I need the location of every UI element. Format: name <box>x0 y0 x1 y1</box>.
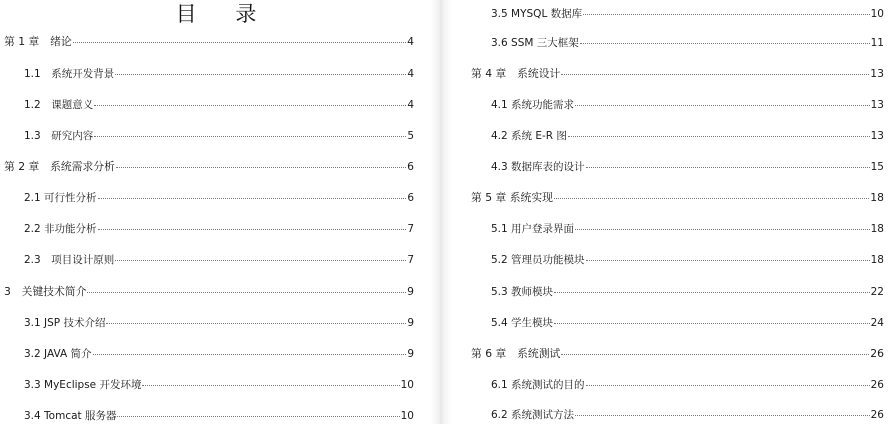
toc-entry-page: 26 <box>870 379 884 391</box>
toc-entry-page: 10 <box>870 8 884 20</box>
dot-leader <box>87 292 406 293</box>
toc-entry-label: 5.4 学生模块 <box>491 317 554 329</box>
toc-entry-page: 9 <box>407 348 414 360</box>
dot-leader <box>115 260 406 261</box>
toc-entry[interactable] <box>491 98 884 112</box>
toc-entry-page: 18 <box>870 223 884 235</box>
toc-entry-label: 3 关键技术简介 <box>4 285 87 298</box>
dot-leader <box>561 74 869 75</box>
toc-entry[interactable] <box>24 409 414 423</box>
toc-entry[interactable] <box>491 316 884 330</box>
toc-entry[interactable] <box>4 285 414 299</box>
toc-entry-label: 第 6 章 系统测试 <box>471 347 561 360</box>
toc-entry-label: 1.1 系统开发背景 <box>24 68 115 80</box>
toc-entry-page: 18 <box>870 191 884 204</box>
dot-leader <box>554 323 870 324</box>
toc-entry-page: 13 <box>870 67 884 80</box>
toc-entry-label: 4.1 系统功能需求 <box>491 99 575 111</box>
toc-title: 目 录 <box>175 2 273 26</box>
toc-entry-label: 3.2 JAVA 简介 <box>24 348 92 360</box>
dot-leader <box>575 229 870 230</box>
toc-entry[interactable] <box>24 347 414 361</box>
toc-entry-label: 第 2 章 系统需求分析 <box>4 160 115 173</box>
toc-entry-page: 26 <box>870 409 884 421</box>
dot-leader <box>554 198 869 199</box>
toc-entry-page: 13 <box>870 99 884 111</box>
dot-leader <box>142 385 399 386</box>
toc-entry-page: 18 <box>870 254 884 266</box>
toc-entry[interactable] <box>491 36 884 50</box>
toc-entry-page: 7 <box>407 223 414 235</box>
toc-entry-label: 5.1 用户登录界面 <box>491 223 575 235</box>
dot-leader <box>561 354 869 355</box>
toc-entry-page: 9 <box>407 317 414 329</box>
toc-page-left <box>0 0 430 424</box>
toc-entry-label: 6.2 系统测试方法 <box>491 409 575 421</box>
toc-entry[interactable] <box>491 378 884 392</box>
toc-entry[interactable] <box>24 191 414 205</box>
dot-leader <box>73 42 406 43</box>
toc-entry[interactable] <box>491 408 884 422</box>
toc-entry[interactable] <box>4 35 414 49</box>
page-gutter <box>430 0 452 424</box>
toc-entry-label: 3.3 MyEclipse 开发环境 <box>24 379 142 391</box>
toc-entry[interactable] <box>24 67 414 81</box>
toc-entry-label: 1.3 研究内容 <box>24 130 94 142</box>
toc-entry[interactable] <box>491 7 884 21</box>
toc-entry-label: 1.2 课题意义 <box>24 99 94 111</box>
toc-entry-page: 15 <box>870 161 884 173</box>
toc-entry-page: 4 <box>407 99 414 111</box>
toc-entry-label: 3.4 Tomcat 服务器 <box>24 410 117 422</box>
toc-entry-page: 4 <box>407 35 414 48</box>
dot-leader <box>580 43 870 44</box>
dot-leader <box>568 136 870 137</box>
toc-entry-page: 10 <box>400 379 414 391</box>
toc-entry[interactable] <box>471 347 884 361</box>
dot-leader <box>115 74 406 75</box>
toc-entry-page: 26 <box>870 347 884 360</box>
dot-leader <box>93 354 407 355</box>
toc-entry[interactable] <box>24 129 414 143</box>
toc-entry[interactable] <box>4 160 414 174</box>
dot-leader <box>94 136 406 137</box>
toc-entry-page: 4 <box>407 68 414 80</box>
toc-entry[interactable] <box>491 160 884 174</box>
toc-entry-page: 22 <box>870 286 884 298</box>
toc-entry[interactable] <box>24 378 414 392</box>
toc-entry-label: 3.6 SSM 三大框架 <box>491 37 579 49</box>
toc-entry-label: 2.2 非功能分析 <box>24 223 97 235</box>
dot-leader <box>554 292 870 293</box>
dot-leader <box>575 415 870 416</box>
toc-entry-page: 5 <box>407 130 414 142</box>
toc-entry-label: 6.1 系统测试的目的 <box>491 379 585 391</box>
toc-entry-label: 第 1 章 绪论 <box>4 35 72 48</box>
toc-entry-page: 6 <box>407 192 414 204</box>
toc-entry-page: 6 <box>407 160 414 173</box>
toc-entry-page: 24 <box>870 317 884 329</box>
toc-entry-page: 13 <box>870 130 884 142</box>
toc-entry-label: 3.1 JSP 技术介绍 <box>24 317 106 329</box>
toc-entry-label: 第 5 章 系统实现 <box>471 191 553 204</box>
toc-entry-label: 5.3 教师模块 <box>491 286 554 298</box>
dot-leader <box>117 416 399 417</box>
toc-entry-label: 2.3 项目设计原则 <box>24 254 115 266</box>
toc-entry-label: 2.1 可行性分析 <box>24 192 97 204</box>
toc-entry-label: 5.2 管理员功能模块 <box>491 254 585 266</box>
toc-entry[interactable] <box>491 253 884 267</box>
toc-entry-label: 4.2 系统 E-R 图 <box>491 130 567 142</box>
dot-leader <box>575 105 870 106</box>
dot-leader <box>94 105 406 106</box>
toc-entry[interactable] <box>491 129 884 143</box>
toc-entry-page: 10 <box>400 410 414 422</box>
dot-leader <box>106 323 406 324</box>
toc-entry-label: 第 4 章 系统设计 <box>471 67 561 80</box>
dot-leader <box>586 385 870 386</box>
toc-entry-label: 3.5 MYSQL 数据库 <box>491 8 583 20</box>
dot-leader <box>98 229 407 230</box>
dot-leader <box>583 14 869 15</box>
toc-entry-page: 9 <box>407 285 414 298</box>
toc-entry[interactable] <box>491 285 884 299</box>
toc-entry[interactable] <box>24 316 414 330</box>
toc-entry-label: 4.3 数据库表的设计 <box>491 161 585 173</box>
toc-entry[interactable] <box>24 222 414 236</box>
toc-entry[interactable] <box>491 222 884 236</box>
toc-entry[interactable] <box>24 253 414 267</box>
dot-leader <box>586 167 870 168</box>
toc-entry-page: 7 <box>407 254 414 266</box>
toc-entry[interactable] <box>471 67 884 81</box>
toc-entry-page: 11 <box>870 37 884 49</box>
dot-leader <box>116 167 406 168</box>
toc-entry[interactable] <box>24 98 414 112</box>
toc-page-right <box>452 0 888 424</box>
dot-leader <box>98 198 407 199</box>
dot-leader <box>586 260 870 261</box>
toc-entry[interactable] <box>471 191 884 205</box>
